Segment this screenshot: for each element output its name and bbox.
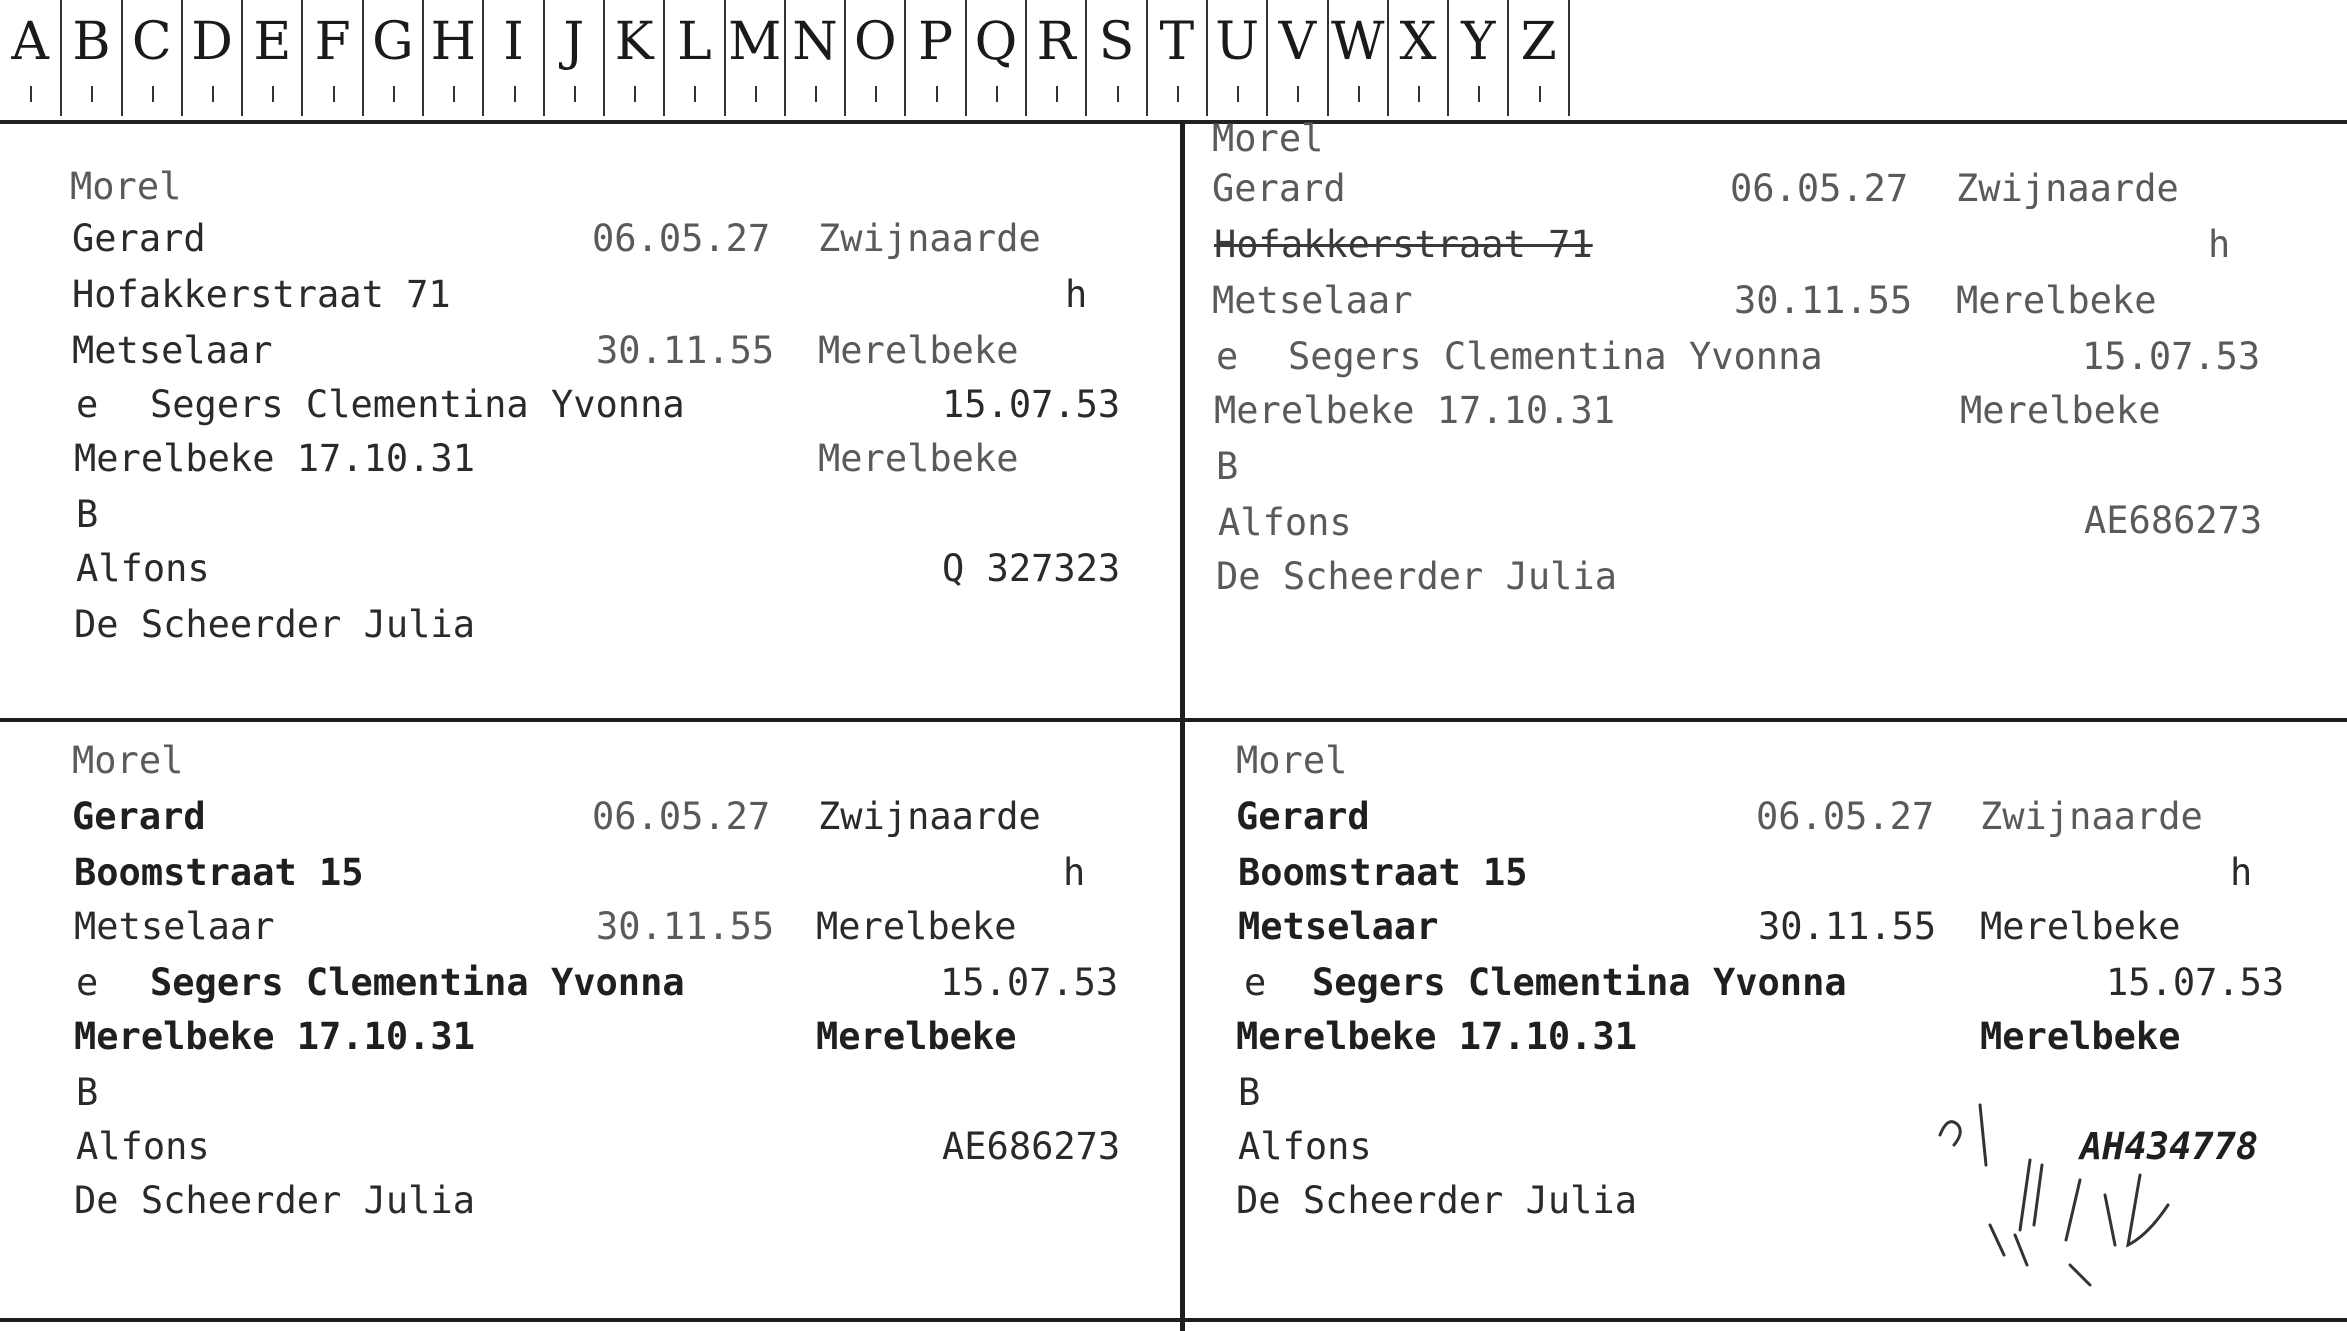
surname: Morel	[1212, 117, 1324, 160]
spouse-birth: Merelbeke 17.10.31	[74, 437, 475, 480]
ruler-tick	[875, 86, 877, 102]
id-number: Q 327323	[942, 547, 1121, 590]
ruler-tick	[996, 86, 998, 102]
surname: Morel	[72, 739, 184, 782]
ruler-letter-m	[726, 0, 786, 116]
ruler-tick	[574, 86, 576, 102]
ruler-letter-label: W	[1331, 12, 1385, 72]
ruler-letter-t	[1148, 0, 1208, 116]
ruler-letter-x	[1389, 0, 1449, 116]
address: Boomstraat 15	[1238, 851, 1528, 894]
birth-place: Zwijnaarde	[1980, 795, 2203, 838]
birth-date: 06.05.27	[592, 217, 771, 260]
ruler-tick	[694, 86, 696, 102]
mother-name: De Scheerder Julia	[74, 1179, 475, 1222]
occupation: Metselaar	[74, 905, 275, 948]
surname: Morel	[70, 165, 182, 208]
spouse-name: Segers Clementina Yvonna	[1312, 961, 1847, 1004]
ruler-letter-label: F	[314, 12, 351, 72]
spouse-name: Segers Clementina Yvonna	[150, 961, 685, 1004]
birth-place: Zwijnaarde	[1956, 167, 2179, 210]
spouse-name: Segers Clementina Yvonna	[150, 383, 685, 426]
father-name: Alfons	[1238, 1125, 1372, 1168]
ruler-letter-g	[364, 0, 424, 116]
spouse-place: Merelbeke	[816, 1015, 1017, 1058]
birth-place: Zwijnaarde	[818, 217, 1041, 260]
birth-date: 06.05.27	[1730, 167, 1909, 210]
mother-name: De Scheerder Julia	[1216, 555, 1617, 598]
ruler-letter-l	[665, 0, 725, 116]
ruler-letter-label: C	[131, 12, 172, 72]
card-bottom-edge-right	[1185, 1318, 2347, 1322]
father-name: Alfons	[76, 1125, 210, 1168]
marriage-place: Merelbeke	[1980, 905, 2181, 948]
id-number: AE686273	[942, 1125, 1121, 1168]
ruler-letter-y	[1449, 0, 1509, 116]
ruler-letter-label: Y	[1461, 12, 1496, 72]
first-name: Gerard	[72, 217, 206, 260]
ruler-tick	[1297, 86, 1299, 102]
first-name: Gerard	[1212, 167, 1346, 210]
card-divider-vertical	[1180, 120, 1185, 1331]
ruler-letter-f	[304, 0, 364, 116]
ruler-tick	[152, 86, 154, 102]
spouse-prefix: e	[76, 961, 99, 1004]
occupation: Metselaar	[1238, 905, 1439, 948]
card-bottom-edge-left	[0, 1318, 1180, 1322]
ruler-letter-label: H	[430, 12, 476, 72]
ruler-tick	[1478, 86, 1480, 102]
code-b: B	[1216, 445, 1239, 488]
ruler-tick	[212, 86, 214, 102]
spouse-birth: Merelbeke 17.10.31	[1214, 389, 1615, 432]
address-struck-through: Hofakkerstraat 71	[1214, 223, 1593, 266]
ruler-letter-label: B	[72, 12, 111, 72]
marker-h: h	[2208, 223, 2231, 266]
birth-place: Zwijnaarde	[818, 795, 1041, 838]
ruler-letter-k	[605, 0, 665, 116]
birth-date: 06.05.27	[592, 795, 771, 838]
spouse-date: 15.07.53	[942, 383, 1121, 426]
marriage-date: 30.11.55	[1734, 279, 1913, 322]
ruler-letter-label: G	[372, 12, 414, 72]
alphabet-ruler	[0, 0, 2347, 124]
card-divider-right	[1185, 718, 2347, 722]
spouse-place: Merelbeke	[1960, 389, 2161, 432]
ruler-letter-j	[545, 0, 605, 116]
marriage-date: 30.11.55	[596, 905, 775, 948]
ruler-letter-label: R	[1036, 12, 1076, 72]
occupation: Metselaar	[72, 329, 273, 372]
ruler-letter-label: L	[677, 12, 712, 72]
ruler-tick	[1117, 86, 1119, 102]
first-name: Gerard	[1236, 795, 1370, 838]
ruler-letter-p	[907, 0, 967, 116]
ruler-tick	[815, 86, 817, 102]
ruler-tick	[936, 86, 938, 102]
ruler-letter-u	[1208, 0, 1268, 116]
id-number: AE686273	[2084, 499, 2263, 542]
code-b: B	[76, 493, 99, 536]
ruler-tick	[634, 86, 636, 102]
ruler-letter-i	[484, 0, 544, 116]
spouse-prefix: e	[1244, 961, 1267, 1004]
spouse-birth: Merelbeke 17.10.31	[74, 1015, 475, 1058]
ruler-letter-label: P	[918, 12, 954, 72]
spouse-birth: Merelbeke 17.10.31	[1236, 1015, 1637, 1058]
ruler-letter-r	[1027, 0, 1087, 116]
ruler-tick	[272, 86, 274, 102]
surname: Morel	[1236, 739, 1348, 782]
ruler-tick	[1539, 86, 1541, 102]
spouse-prefix: e	[76, 383, 99, 426]
spouse-date: 15.07.53	[2082, 335, 2261, 378]
spouse-date: 15.07.53	[940, 961, 1119, 1004]
ruler-letter-label: D	[191, 12, 233, 72]
spouse-name: Segers Clementina Yvonna	[1288, 335, 1823, 378]
card-divider-left	[0, 718, 1180, 722]
ruler-tick	[1056, 86, 1058, 102]
ruler-letter-label: Z	[1520, 12, 1557, 72]
ruler-letter-q	[967, 0, 1027, 116]
marriage-place: Merelbeke	[816, 905, 1017, 948]
ruler-letter-z	[1510, 0, 1570, 116]
ruler-letter-label: N	[792, 12, 838, 72]
ruler-letter-d	[183, 0, 243, 116]
father-name: Alfons	[76, 547, 210, 590]
code-b: B	[1238, 1071, 1261, 1114]
ruler-letter-label: T	[1159, 12, 1195, 72]
ruler-letter-a	[0, 0, 62, 116]
birth-date: 06.05.27	[1756, 795, 1935, 838]
ruler-tick	[30, 86, 32, 102]
ruler-letter-label: E	[253, 12, 292, 72]
address: Boomstraat 15	[74, 851, 364, 894]
marriage-date: 30.11.55	[596, 329, 775, 372]
ruler-tick	[1177, 86, 1179, 102]
spouse-place: Merelbeke	[1980, 1015, 2181, 1058]
marriage-place: Merelbeke	[1956, 279, 2157, 322]
ruler-letter-v	[1268, 0, 1328, 116]
ruler-letter-label: V	[1278, 12, 1317, 72]
ruler-tick	[1237, 86, 1239, 102]
occupation: Metselaar	[1212, 279, 1413, 322]
ruler-letter-label: S	[1098, 12, 1135, 72]
ruler-letter-label: J	[563, 12, 585, 72]
ruler-letter-label: Q	[974, 12, 1018, 72]
ruler-tick	[91, 86, 93, 102]
ruler-tick	[393, 86, 395, 102]
spouse-prefix: e	[1216, 335, 1239, 378]
ruler-letter-e	[243, 0, 303, 116]
handwritten-scribble-mark	[1920, 1065, 2250, 1295]
ruler-letter-h	[424, 0, 484, 116]
ruler-letter-label: M	[728, 12, 782, 72]
spouse-date: 15.07.53	[2106, 961, 2285, 1004]
id-number: AH434778	[2080, 1125, 2259, 1168]
ruler-tick	[514, 86, 516, 102]
ruler-letter-o	[846, 0, 906, 116]
address: Hofakkerstraat 71	[72, 273, 451, 316]
ruler-letter-label: U	[1215, 12, 1260, 72]
ruler-letter-label: A	[11, 12, 49, 72]
marriage-place: Merelbeke	[818, 329, 1019, 372]
ruler-letter-b	[62, 0, 122, 116]
first-name: Gerard	[72, 795, 206, 838]
mother-name: De Scheerder Julia	[74, 603, 475, 646]
ruler-letter-label: O	[854, 12, 897, 72]
father-name: Alfons	[1218, 501, 1352, 544]
ruler-letter-label: K	[614, 12, 654, 72]
spouse-place: Merelbeke	[818, 437, 1019, 480]
ruler-tick	[755, 86, 757, 102]
ruler-tick	[453, 86, 455, 102]
marriage-date: 30.11.55	[1758, 905, 1937, 948]
mother-name: De Scheerder Julia	[1236, 1179, 1637, 1222]
code-b: B	[76, 1071, 99, 1114]
marker-h: h	[1065, 273, 1088, 316]
ruler-letter-s	[1087, 0, 1147, 116]
marker-h: h	[2230, 851, 2253, 894]
ruler-letter-label: X	[1399, 12, 1437, 72]
ruler-tick	[1358, 86, 1360, 102]
ruler-letter-w	[1329, 0, 1389, 116]
marker-h: h	[1063, 851, 1086, 894]
ruler-letter-c	[123, 0, 183, 116]
ruler-tick	[333, 86, 335, 102]
ruler-tick	[1418, 86, 1420, 102]
ruler-letter-n	[786, 0, 846, 116]
ruler-letter-label: I	[503, 12, 524, 72]
